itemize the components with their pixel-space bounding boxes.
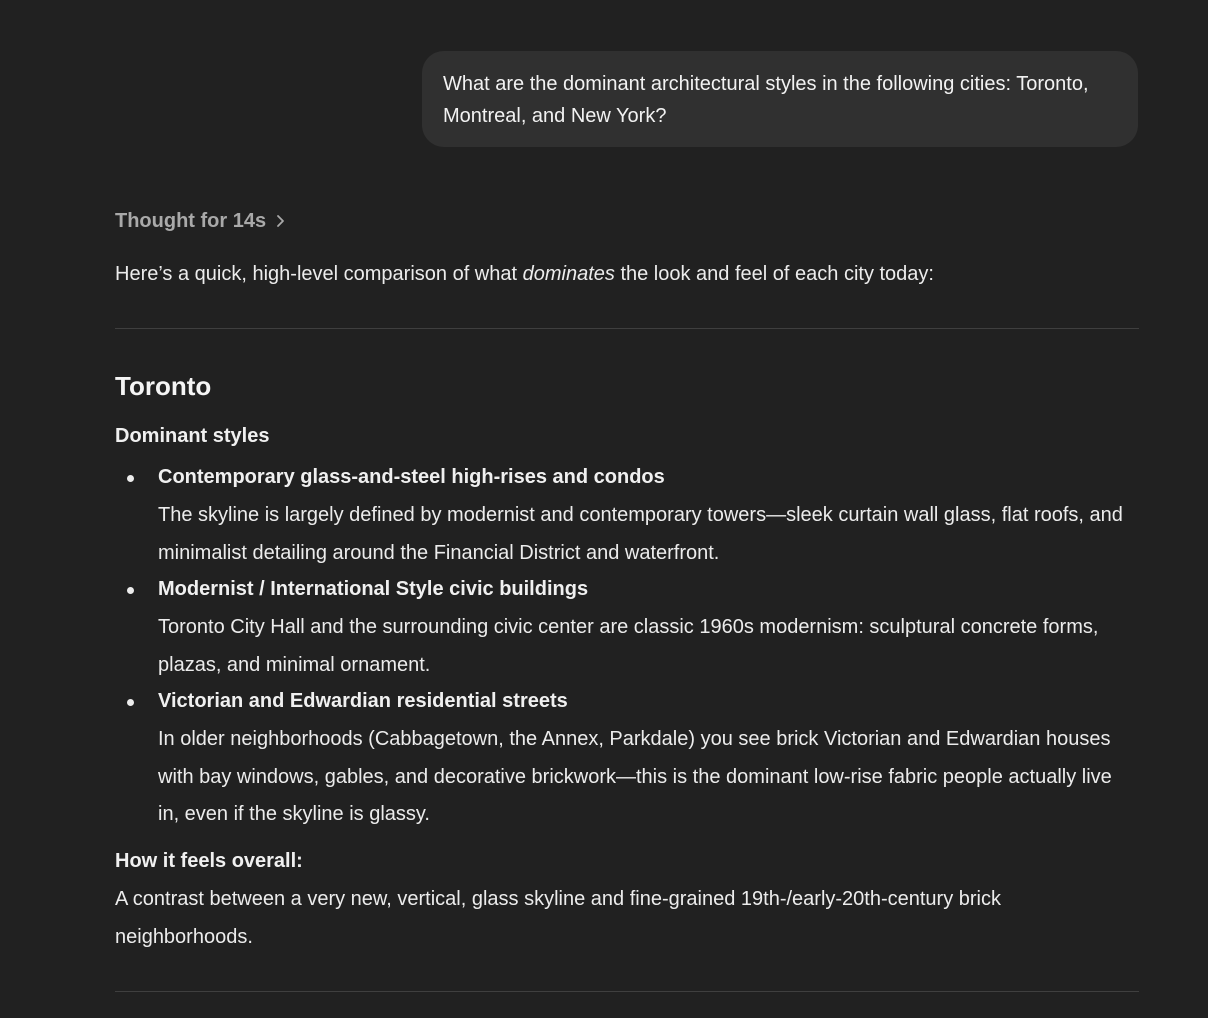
bullet-body: The skyline is largely defined by modernist and contemporary towers—sleek curtain wall glass, flat roofs, and minimalist detailing around the Financial District and waterfront.: [158, 504, 1123, 564]
bullet-title: Victorian and Edwardian residential streets: [158, 690, 568, 712]
bullet-icon: [127, 475, 134, 482]
bullet-icon: [127, 699, 134, 706]
bullet-title: Modernist / International Style civic buildings: [158, 578, 589, 600]
chevron-right-icon: [276, 214, 286, 228]
bullet-icon: [127, 587, 134, 594]
intro-text-start: Here’s a quick, high-level comparison of what: [115, 263, 523, 285]
user-message-bubble: [422, 51, 1138, 147]
intro-text-end: the look and feel of each city today:: [614, 263, 934, 285]
thought-toggle[interactable]: [115, 206, 286, 236]
divider: [115, 328, 1139, 329]
user-message-text: What are the dominant architectural styles in the following cities: Toronto, Montreal, and New York?: [443, 73, 1089, 127]
bullet-body: In older neighborhoods (Cabbagetown, the Annex, Parkdale) you see brick Victorian and Edwardian houses with bay windows, gables, and decorative brickwork—this is the dominant low-rise fabric people actually live in, even if the skyline is glassy.: [158, 728, 1112, 825]
styles-heading: Dominant styles: [115, 425, 270, 447]
overall-text: A contrast between a very new, vertical, glass skyline and fine-grained 19th-/early-20th-century brick neighborhoods.: [115, 888, 1001, 948]
overall-heading: How it feels overall:: [115, 850, 303, 872]
bullet-title: Contemporary glass-and-steel high-rises and condos: [158, 466, 665, 488]
thought-label: Thought for 14s: [115, 209, 267, 232]
city-heading: Toronto: [115, 371, 212, 401]
intro-emphasis: dominates: [522, 263, 615, 285]
divider: [115, 991, 1139, 992]
bullet-body: Toronto City Hall and the surrounding civic center are classic 1960s modernism: sculptural concrete forms, plazas, and minimal ornament.: [158, 616, 1099, 676]
assistant-intro: [115, 258, 934, 290]
